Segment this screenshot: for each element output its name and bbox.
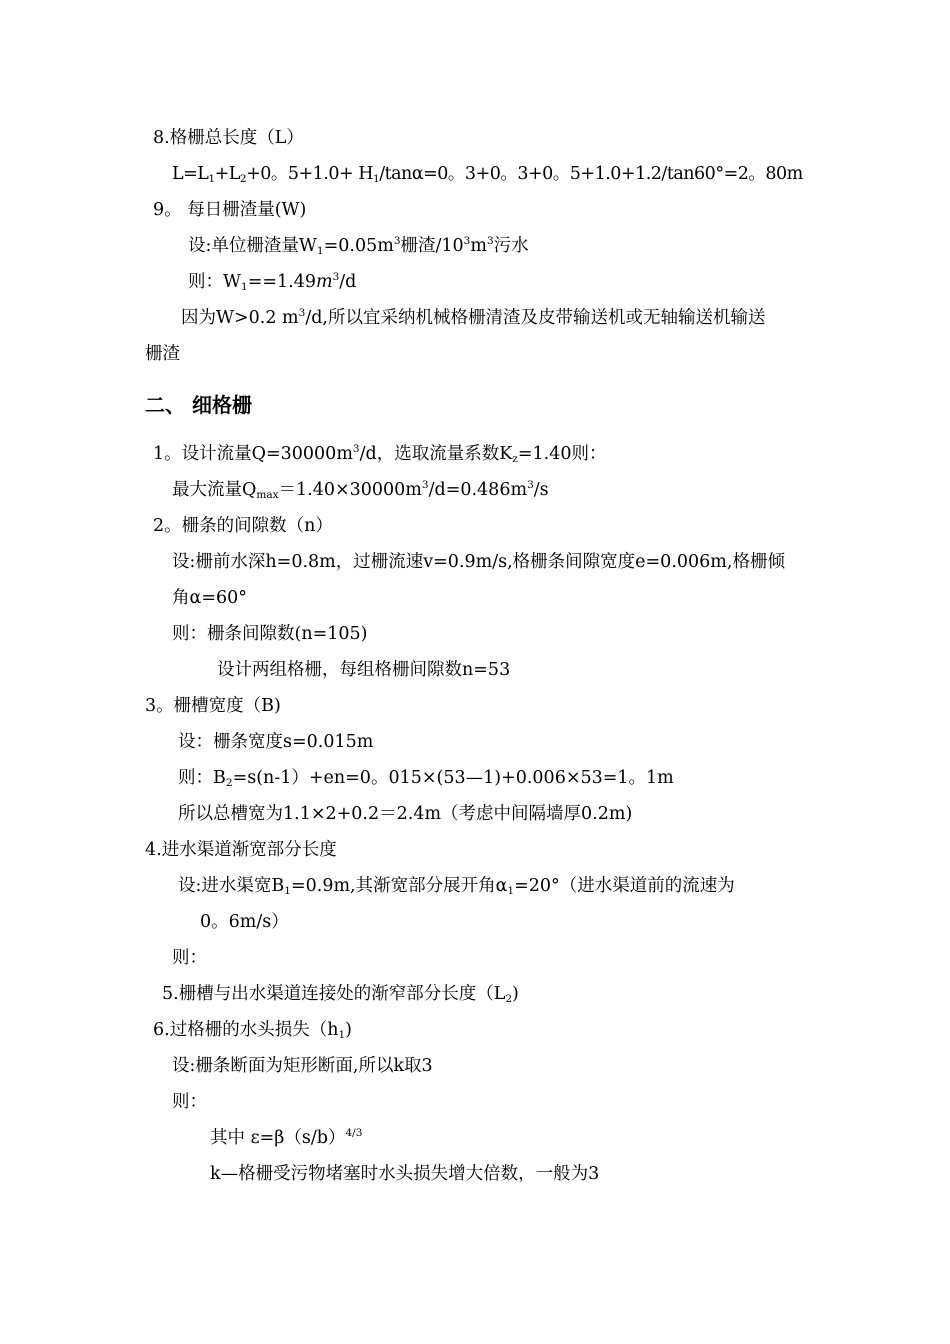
item-9-daily-screenings: 9。 每日栅渣量(W) (153, 200, 307, 220)
k-definition: k—格栅受污物堵塞时水头损失增大倍数，一般为3 (210, 1164, 600, 1184)
screenings-result: 则：$W_1==1.49m^3/d$ (188, 271, 357, 293)
item-8-grid-total-length: 8.格栅总长度（L） (153, 128, 304, 148)
max-flow-formula: 最大流量$Q_{max}=1.40\times 30000m^3/d=0.486m^3/s$ (172, 479, 549, 501)
two-groups-note: 设计两组格栅，每组格栅间隙数n=53 (217, 660, 511, 680)
screenings-rate-assumption: 设:单位栅渣量$W_1=0.05m^3$栅渣$/10^3m^3$污水 (188, 235, 529, 257)
epsilon-definition: 其中 $\varepsilon=\beta(s/b)^{4/3}$ (210, 1127, 363, 1148)
inlet-velocity: 0。6m/s） (200, 912, 289, 932)
item-3-channel-width: 3。栅槽宽度（B) (145, 696, 281, 716)
item-6-head-loss: 6.过格栅的水头损失$(h_1)$ (153, 1020, 352, 1041)
bar-spacing-result: 则：栅条间隙数(n=105) (172, 624, 368, 644)
head-loss-assumption: 设:栅条断面为矩形断面,所以k取3 (172, 1056, 433, 1076)
bar-spacing-assumptions: 设:栅前水深h=0.8m，过栅流速v=0.9m/s,格栅条间隙宽度e=0.006m,格栅倾 (172, 552, 785, 572)
total-width-note: 所以总槽宽为1.1×2+0.2＝2.4m（考虑中间隔墙厚0.2m) (178, 804, 633, 824)
inlet-result-label: 则： (172, 948, 207, 968)
head-loss-result-label: 则： (172, 1092, 207, 1112)
item-2-bar-spacing-count: 2。栅条的间隙数（n） (153, 516, 333, 536)
formula-total-length: $L=L_1+L_2+0$。$5+1.0+ H_1/\tan\alpha=0$。3+0。3+0。5+1.0+1.2/tan60°=2。80m (172, 164, 803, 185)
channel-width-formula: 则：$B_2=s(n-1)+en=0$。015×(53—1)+0.006×53=1。1m (178, 768, 674, 789)
inlet-assumptions: 设:进水渠宽$B_1=0.9m$,其渐宽部分展开角$\alpha_1=20^\circ$（进水渠道前的流速为 (178, 876, 735, 897)
screenings-conclusion-cont: 栅渣 (145, 344, 180, 364)
item-1-design-flow: 1。设计流量$Q=30000m^3/d$，选取流量系数$K_z=1.40$则： (153, 443, 607, 465)
section-heading-fine-screen: 二、 细格栅 (145, 393, 252, 417)
screenings-conclusion: 因为W>0.2 $m^3/d$,所以宜采纳机械格栅清渣及皮带输送机或无轴输送机输送 (181, 307, 766, 328)
item-5-outlet-transition: 5.栅槽与出水渠道连接处的渐窄部分长度$(L_2)$ (162, 984, 519, 1005)
bar-spacing-angle: 角α=60° (172, 588, 247, 608)
bar-width-assumption: 设：栅条宽度s=0.015m (178, 732, 374, 752)
item-4-inlet-transition: 4.进水渠道渐宽部分长度 (145, 840, 337, 860)
